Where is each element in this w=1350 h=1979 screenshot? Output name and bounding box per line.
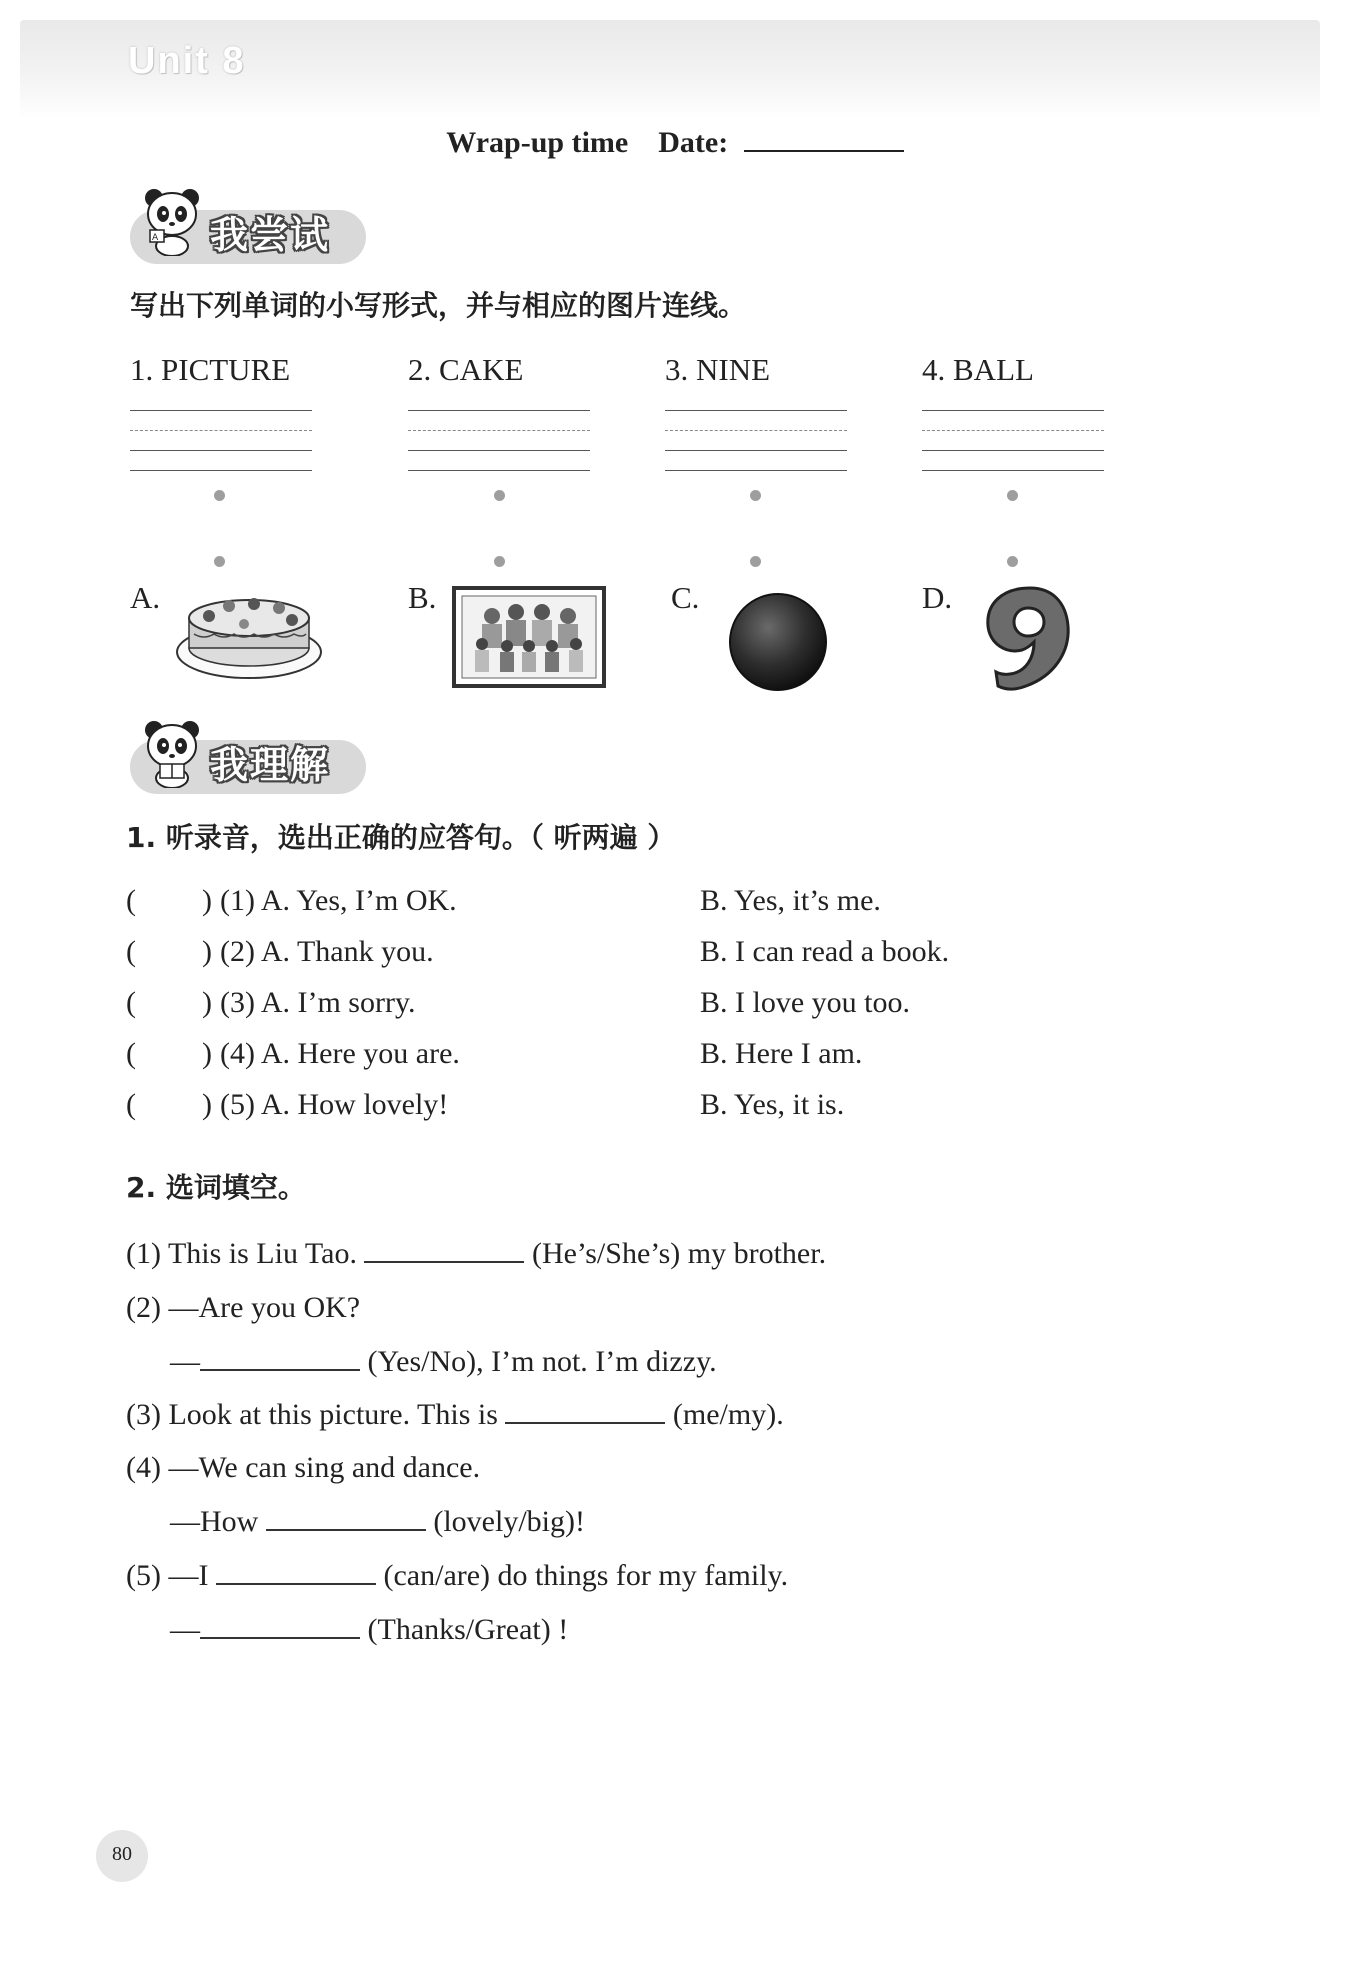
family-photo-picture [452, 586, 606, 688]
q2-line-7 [126, 1559, 788, 1593]
fill-blank[interactable] [364, 1237, 524, 1263]
q2-line-7-choices: (can/are) do things for my family. [383, 1559, 789, 1592]
date-blank[interactable] [744, 124, 904, 152]
panda-icon [142, 186, 204, 256]
section-badge-understand-text: 我理解 [210, 743, 331, 787]
page-number: 80 [112, 1843, 132, 1865]
q2-line-3-choices: (Yes/No), I’m not. I’m dizzy. [367, 1345, 717, 1378]
fill-blank[interactable] [200, 1613, 360, 1639]
writing-lines-2[interactable] [408, 410, 590, 470]
q2-line-4-choices: (me/my). [672, 1398, 784, 1431]
q2-line-4 [126, 1398, 784, 1432]
answer-paren-close: ) [202, 1037, 212, 1070]
answer-paren-close: ) [202, 884, 212, 917]
option-d: D. [922, 580, 953, 615]
q2-line-5-text: (4) —We can sing and dance. [126, 1451, 481, 1484]
q2-line-8-choices: (Thanks/Great) ! [367, 1613, 569, 1646]
panda-icon [142, 718, 204, 788]
svg-text:A: A [152, 233, 159, 243]
fill-blank[interactable] [266, 1505, 426, 1531]
match-dot-picture-d[interactable] [1007, 556, 1018, 567]
answer-paren-open[interactable]: ( [126, 1037, 136, 1070]
match-dot-picture-a[interactable] [214, 556, 225, 567]
writing-lines-3[interactable] [665, 410, 847, 470]
match-dot-picture-b[interactable] [494, 556, 505, 567]
q2-line-6-text: —How [170, 1505, 259, 1538]
title-text: Wrap-up time [446, 126, 629, 159]
page-title [0, 124, 1350, 160]
q2-line-8-dash: — [170, 1613, 200, 1646]
option-a: A. [130, 580, 161, 615]
answer-paren-open[interactable]: ( [126, 884, 136, 917]
option-c: C. [671, 580, 700, 615]
q1-row-3-option-a: (3) A. I’m sorry. [220, 986, 416, 1019]
match-dot-word-3[interactable] [750, 490, 761, 501]
q1-title: 1. 听录音，选出正确的应答句。（ 听两遍 ） [126, 821, 676, 854]
word-4: 4. BALL [922, 352, 1034, 387]
q1-row-2-option-a: (2) A. Thank you. [220, 935, 434, 968]
answer-paren-close: ) [202, 1088, 212, 1121]
match-dot-word-4[interactable] [1007, 490, 1018, 501]
section1-instruction: 写出下列单词的小写形式，并与相应的图片连线。 [130, 289, 747, 322]
q2-line-2 [126, 1291, 360, 1325]
word-2: 2. CAKE [408, 352, 524, 387]
fill-blank[interactable] [505, 1398, 665, 1424]
q2-line-1-choices: (He’s/She’s) my brother. [531, 1237, 827, 1270]
answer-paren-open[interactable]: ( [126, 1088, 136, 1121]
q2-line-8 [170, 1613, 568, 1647]
q2-line-6 [170, 1505, 585, 1539]
q2-title: 2. 选词填空。 [126, 1171, 306, 1204]
q1-row-4-option-a: (4) A. Here you are. [220, 1037, 460, 1070]
q1-row-1-option-b: B. Yes, it’s me. [700, 884, 881, 917]
section-badge-try-text: 我尝试 [210, 213, 331, 257]
unit-label: Unit 8 [128, 40, 246, 82]
date-label: Date: [658, 126, 729, 159]
q1-row-5-option-a: (5) A. How lovely! [220, 1088, 449, 1121]
answer-paren-open[interactable]: ( [126, 986, 136, 1019]
q2-line-6-choices: (lovely/big)! [433, 1505, 585, 1538]
q2-line-1-text: (1) This is Liu Tao. [126, 1237, 357, 1270]
q2-line-4-text: (3) Look at this picture. This is [126, 1398, 498, 1431]
match-dot-word-2[interactable] [494, 490, 505, 501]
fill-blank[interactable] [200, 1345, 360, 1371]
answer-paren-close: ) [202, 935, 212, 968]
q1-row-4-option-b: B. Here I am. [700, 1037, 863, 1070]
writing-lines-4[interactable] [922, 410, 1104, 470]
q2-line-7-text: (5) —I [126, 1559, 209, 1592]
q1-row-5-option-b: B. Yes, it is. [700, 1088, 845, 1121]
answer-paren-open[interactable]: ( [126, 935, 136, 968]
word-1: 1. PICTURE [130, 352, 291, 387]
fill-blank[interactable] [216, 1559, 376, 1585]
q1-row-2-option-b: B. I can read a book. [700, 935, 950, 968]
q2-line-3-dash: — [170, 1345, 200, 1378]
cake-picture [174, 588, 324, 682]
q1-row-3-option-b: B. I love you too. [700, 986, 910, 1019]
q2-line-1 [126, 1237, 826, 1271]
match-dot-picture-c[interactable] [750, 556, 761, 567]
answer-paren-close: ) [202, 986, 212, 1019]
q1-row-1-option-a: (1) A. Yes, I’m OK. [220, 884, 457, 917]
match-dot-word-1[interactable] [214, 490, 225, 501]
option-b: B. [408, 580, 437, 615]
q2-line-3 [170, 1345, 717, 1379]
writing-lines-1[interactable] [130, 410, 312, 470]
q2-line-5 [126, 1451, 480, 1485]
number-nine-picture [980, 582, 1080, 694]
ball-picture [726, 590, 830, 694]
word-3: 3. NINE [665, 352, 771, 387]
q2-line-2-text: (2) —Are you OK? [126, 1291, 361, 1324]
